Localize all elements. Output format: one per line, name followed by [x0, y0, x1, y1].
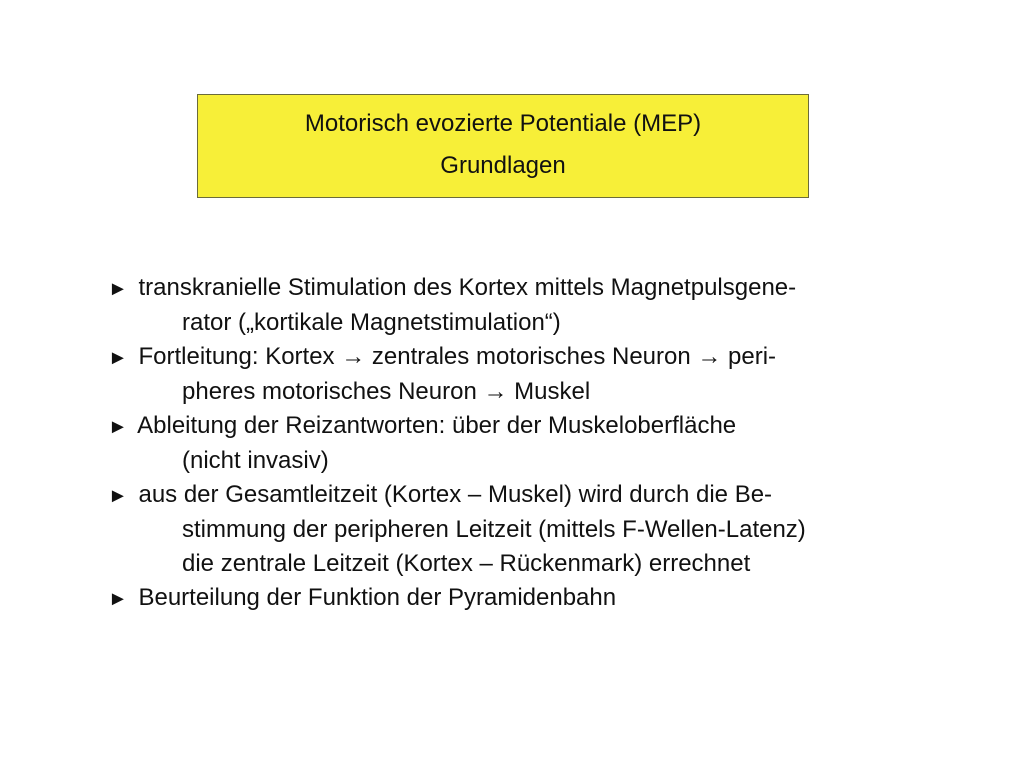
- bullet-continuation-line: pheres motorisches Neuron → Muskel: [182, 378, 591, 405]
- bullet-item: [108, 478, 988, 581]
- bullet-item: [108, 271, 988, 340]
- bullet-arrow-icon: ►: [108, 347, 128, 369]
- bullet-continuation-line: rator („kortikale Magnetstimulation“): [182, 309, 561, 336]
- bullet-first-line: [108, 478, 988, 513]
- bullet-continuation-line: stimmung der peripheren Leitzeit (mittels F-Wellen-Latenz): [182, 516, 806, 543]
- bullet-text: Beurteilung der Funktion der Pyramidenbahn: [138, 584, 617, 611]
- bullet-continuation-line: die zentrale Leitzeit (Kortex – Rückenmark) errechnet: [182, 550, 751, 577]
- bullet-text: Fortleitung: Kortex → zentrales motorisches Neuron → peri-: [138, 343, 777, 370]
- bullet-arrow-icon: ►: [108, 416, 128, 438]
- bullet-first-line: [108, 340, 988, 375]
- bullet-first-line: [108, 409, 988, 444]
- title-box: [197, 94, 809, 198]
- bullet-first-line: [108, 271, 988, 306]
- bullet-arrow-icon: ►: [108, 278, 128, 300]
- bullet-arrow-icon: ►: [108, 485, 128, 507]
- bullet-first-line: [108, 581, 988, 616]
- bullet-text: aus der Gesamtleitzeit (Kortex – Muskel) wird durch die Be-: [138, 481, 773, 508]
- bullet-arrow-icon: ►: [108, 588, 128, 610]
- bullet-text: transkranielle Stimulation des Kortex mittels Magnetpulsgene-: [138, 274, 797, 301]
- slide-subtitle: Grundlagen: [440, 152, 566, 179]
- bullet-continuation-line: (nicht invasiv): [182, 447, 329, 474]
- bullet-list: [108, 271, 988, 616]
- slide-title: Motorisch evozierte Potentiale (MEP): [304, 110, 702, 137]
- bullet-text: Ableitung der Reizantworten: über der Muskeloberfläche: [137, 412, 737, 439]
- bullet-item: [108, 340, 988, 409]
- bullet-item: [108, 409, 988, 478]
- bullet-item: [108, 581, 988, 616]
